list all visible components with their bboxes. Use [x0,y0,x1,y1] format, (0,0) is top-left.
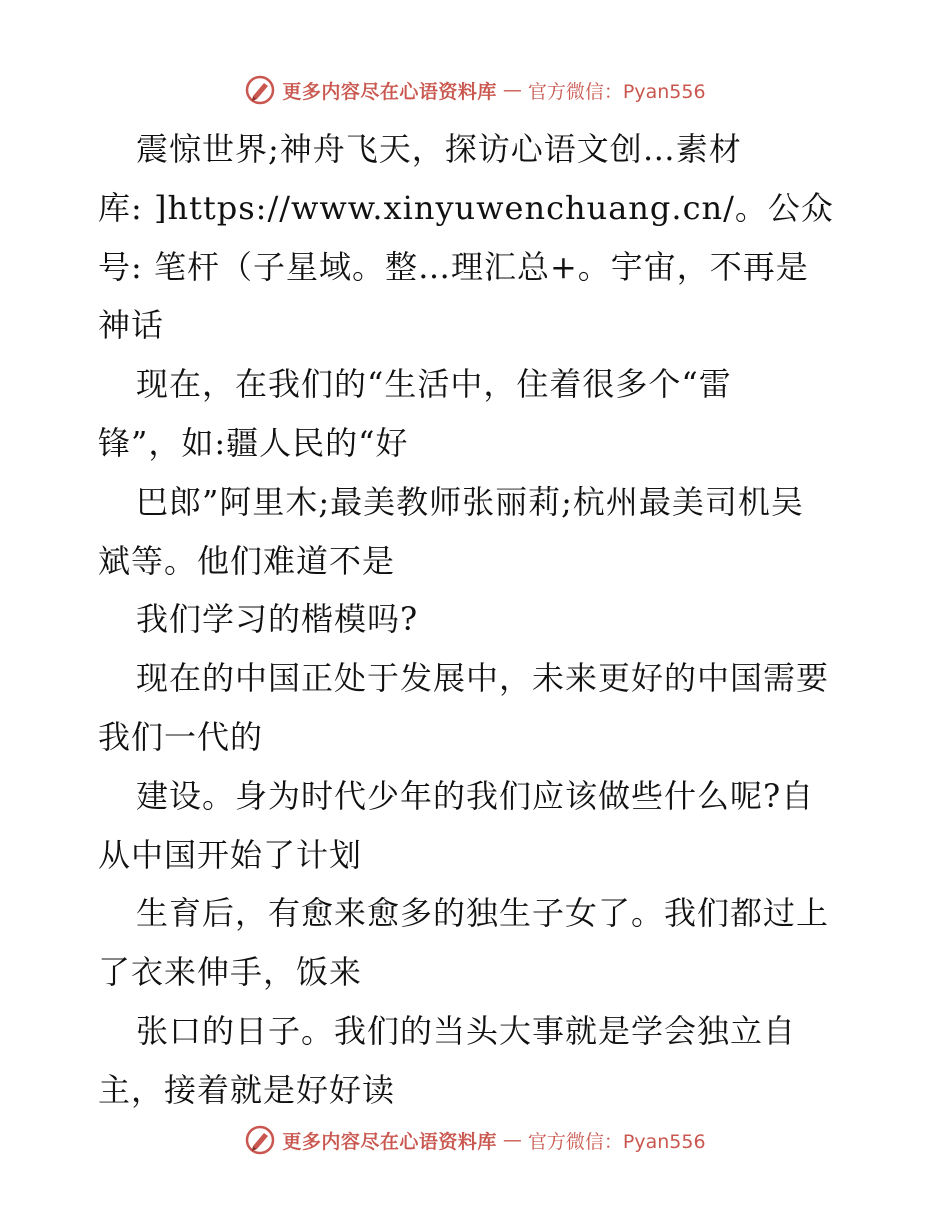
text-line: 张口的日子。我们的当头大事就是学会独立自 [136,1011,797,1050]
text-line: 锋”，如:疆人民的“好 [98,423,409,462]
pen-logo-icon [244,74,276,106]
pen-logo-icon [244,1124,276,1156]
text-line: 生育后，有愈来愈多的独生子女了。我们都过上 [136,894,830,933]
text-line: 震惊世界;神舟飞天，探访心语文创…素材 [136,130,742,168]
text-line: 建设。身为时代少年的我们应该做些什么呢?自 [136,776,815,815]
document-body [98,120,858,1120]
text-line: 神话 [98,306,165,345]
footer-watermark [0,1120,950,1160]
watermark-wechat-text: 官方微信：Pyan556 [527,80,706,103]
text-line: 我们一代的 [98,717,264,756]
watermark-main-text: 更多内容尽在心语资料库 [282,80,497,103]
text-line: 了衣来伸手，饭来 [98,953,363,992]
text-line: 号: 笔杆（子星域。整…理汇总+。宇宙，不再是 [98,247,809,286]
text-line: 我们学习的楷模吗? [136,600,419,639]
watermark-wechat-text: 官方微信：Pyan556 [527,1130,706,1153]
watermark-dash: — [502,79,522,101]
text-line: 主，接着就是好好读 [98,1070,396,1109]
watermark-dash: — [502,1129,522,1151]
watermark-main-text: 更多内容尽在心语资料库 [282,1130,497,1153]
text-line: 从中国开始了计划 [98,835,363,874]
text-line: 巴郎”阿里木;最美教师张丽莉;杭州最美司机吴 [136,482,804,521]
text-line: 现在的中国正处于发展中，未来更好的中国需要 [136,659,830,698]
header-watermark [0,70,950,110]
text-line: 现在，在我们的“生活中，住着很多个“雷 [136,365,732,404]
text-line: 斌等。他们难道不是 [98,541,396,580]
text-line: 库: ]https://www.xinyuwenchuang.cn/。公众 [98,188,834,227]
